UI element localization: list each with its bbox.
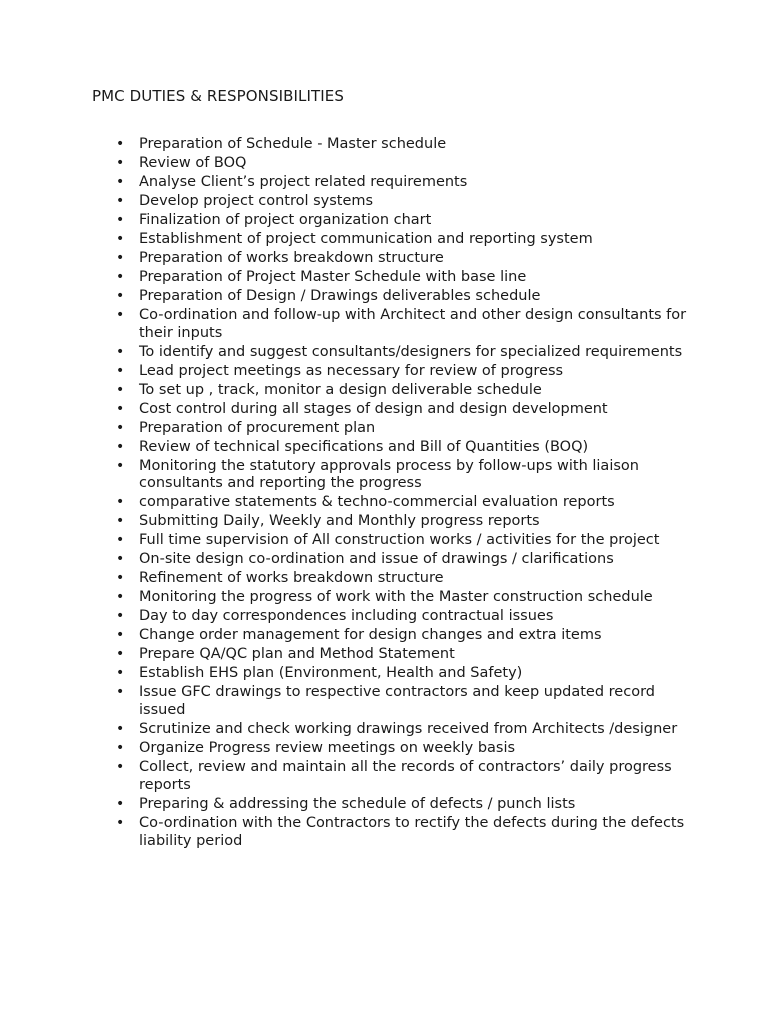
list-item-text: Finalization of project organization chart xyxy=(139,212,432,228)
bullet-icon: • xyxy=(116,795,125,812)
list-item xyxy=(92,646,692,664)
list-item-text: Scrutinize and check working drawings received from Architects /designer xyxy=(139,721,678,738)
list-item-text: Refinement of works breakdown structure xyxy=(139,570,444,587)
list-item-text: Establish EHS plan (Environment, Health and Safety) xyxy=(139,665,523,682)
list-item xyxy=(92,665,692,683)
list-item-text: Co-ordination with the Contractors to rectify the defects during the defects liability period xyxy=(139,814,685,849)
list-item xyxy=(92,740,692,758)
list-item xyxy=(92,458,692,493)
bullet-icon: • xyxy=(116,288,125,304)
list-item-text: Submitting Daily, Weekly and Monthly progress reports xyxy=(139,513,540,530)
list-item-text: Analyse Client’s project related requirements xyxy=(139,174,468,190)
list-item-text: Review of BOQ xyxy=(139,155,247,171)
list-item-text: Establishment of project communication and reporting system xyxy=(139,231,593,247)
list-item xyxy=(92,420,692,438)
document-title: PMC DUTIES & RESPONSIBILITIES xyxy=(92,87,344,105)
list-item xyxy=(92,589,692,607)
list-item xyxy=(92,570,692,588)
list-item xyxy=(92,363,692,381)
list-item-text: Preparation of Project Master Schedule with base line xyxy=(139,269,527,285)
bullet-icon: • xyxy=(116,400,125,417)
list-item-text: Organize Progress review meetings on weekly basis xyxy=(139,740,516,757)
list-item-text: Develop project control systems xyxy=(139,193,374,209)
list-item xyxy=(92,532,692,550)
bullet-icon: • xyxy=(116,551,125,568)
bullet-icon: • xyxy=(116,381,125,398)
list-item xyxy=(92,212,692,230)
list-item xyxy=(92,250,692,268)
bullet-icon: • xyxy=(116,740,125,757)
bullet-icon: • xyxy=(116,721,125,738)
bullet-icon: • xyxy=(116,457,125,474)
list-item-text: Collect, review and maintain all the records of contractors’ daily progress reports xyxy=(139,759,672,793)
list-item-text: Lead project meetings as necessary for review of progress xyxy=(139,362,564,379)
bullet-icon: • xyxy=(116,532,125,549)
list-item xyxy=(92,513,692,531)
list-item-text: Preparing & addressing the schedule of defects / punch lists xyxy=(139,795,576,812)
bullet-icon: • xyxy=(116,665,125,682)
list-item-text: Preparation of Design / Drawings deliverables schedule xyxy=(139,288,541,304)
bullet-icon: • xyxy=(116,174,125,190)
bullet-icon: • xyxy=(116,759,125,776)
list-item xyxy=(92,815,692,850)
list-item-text: Issue GFC drawings to respective contractors and keep updated record issued xyxy=(139,684,655,719)
bullet-icon: • xyxy=(116,362,125,379)
bullet-icon: • xyxy=(116,250,125,266)
bullet-icon: • xyxy=(116,589,125,606)
bullet-icon: • xyxy=(116,814,125,831)
list-item-text: Prepare QA/QC plan and Method Statement xyxy=(139,646,455,663)
list-item-text: Preparation of procurement plan xyxy=(139,419,376,436)
list-item-text: On-site design co-ordination and issue of drawings / clarifications xyxy=(139,551,614,568)
list-item xyxy=(92,439,692,457)
bullet-icon: • xyxy=(116,419,125,436)
list-item xyxy=(92,193,692,211)
list-item xyxy=(92,231,692,249)
list-item-text: Cost control during all stages of design and design development xyxy=(139,400,608,417)
list-item-text: Day to day correspondences including contractual issues xyxy=(139,608,554,625)
list-item-text: Change order management for design changes and extra items xyxy=(139,627,602,644)
list-item-text: To identify and suggest consultants/designers for specialized requirements xyxy=(139,343,683,360)
list-item-text: Monitoring the statutory approvals process by follow-ups with liaison consultants and reporting the progress xyxy=(139,457,639,492)
list-item xyxy=(92,759,692,794)
list-item-text: Review of technical specifications and Bill of Quantities (BOQ) xyxy=(139,438,589,455)
list-item xyxy=(92,136,692,154)
bullet-icon: • xyxy=(116,627,125,644)
list-item xyxy=(92,382,692,400)
list-item-text: Full time supervision of All construction works / activities for the project xyxy=(139,532,660,549)
list-item xyxy=(92,721,692,739)
list-item xyxy=(92,344,692,362)
bullet-icon: • xyxy=(116,193,125,209)
list-item xyxy=(92,155,692,173)
list-item xyxy=(92,627,692,645)
list-item xyxy=(92,174,692,192)
bullet-icon: • xyxy=(116,494,125,511)
bullet-icon: • xyxy=(116,212,125,228)
list-item xyxy=(92,401,692,419)
list-item xyxy=(92,796,692,814)
bullet-icon: • xyxy=(116,513,125,530)
list-item xyxy=(92,307,692,342)
list-item-text: Co-ordination and follow-up with Architect and other design consultants for their inputs xyxy=(139,307,687,341)
bullet-icon: • xyxy=(116,608,125,625)
list-item-text: To set up , track, monitor a design deliverable schedule xyxy=(139,381,542,398)
list-item xyxy=(92,269,692,287)
bullet-icon: • xyxy=(116,646,125,663)
bullet-icon: • xyxy=(116,155,125,171)
list-item xyxy=(92,494,692,512)
list-item-text: Preparation of works breakdown structure xyxy=(139,250,444,266)
bullet-icon: • xyxy=(116,231,125,247)
bullet-icon: • xyxy=(116,307,125,323)
list-item xyxy=(92,608,692,626)
bullet-icon: • xyxy=(116,570,125,587)
bullet-icon: • xyxy=(116,269,125,285)
bullet-icon: • xyxy=(116,343,125,360)
bullet-icon: • xyxy=(116,438,125,455)
bullet-icon: • xyxy=(116,136,125,152)
list-item-text: Preparation of Schedule - Master schedule xyxy=(139,136,447,152)
list-item xyxy=(92,288,692,306)
list-item xyxy=(92,551,692,569)
bullet-icon: • xyxy=(116,684,125,701)
duties-list xyxy=(92,136,692,852)
list-item xyxy=(92,684,692,719)
list-item-text: comparative statements & techno-commercial evaluation reports xyxy=(139,494,615,511)
list-item-text: Monitoring the progress of work with the Master construction schedule xyxy=(139,589,653,606)
